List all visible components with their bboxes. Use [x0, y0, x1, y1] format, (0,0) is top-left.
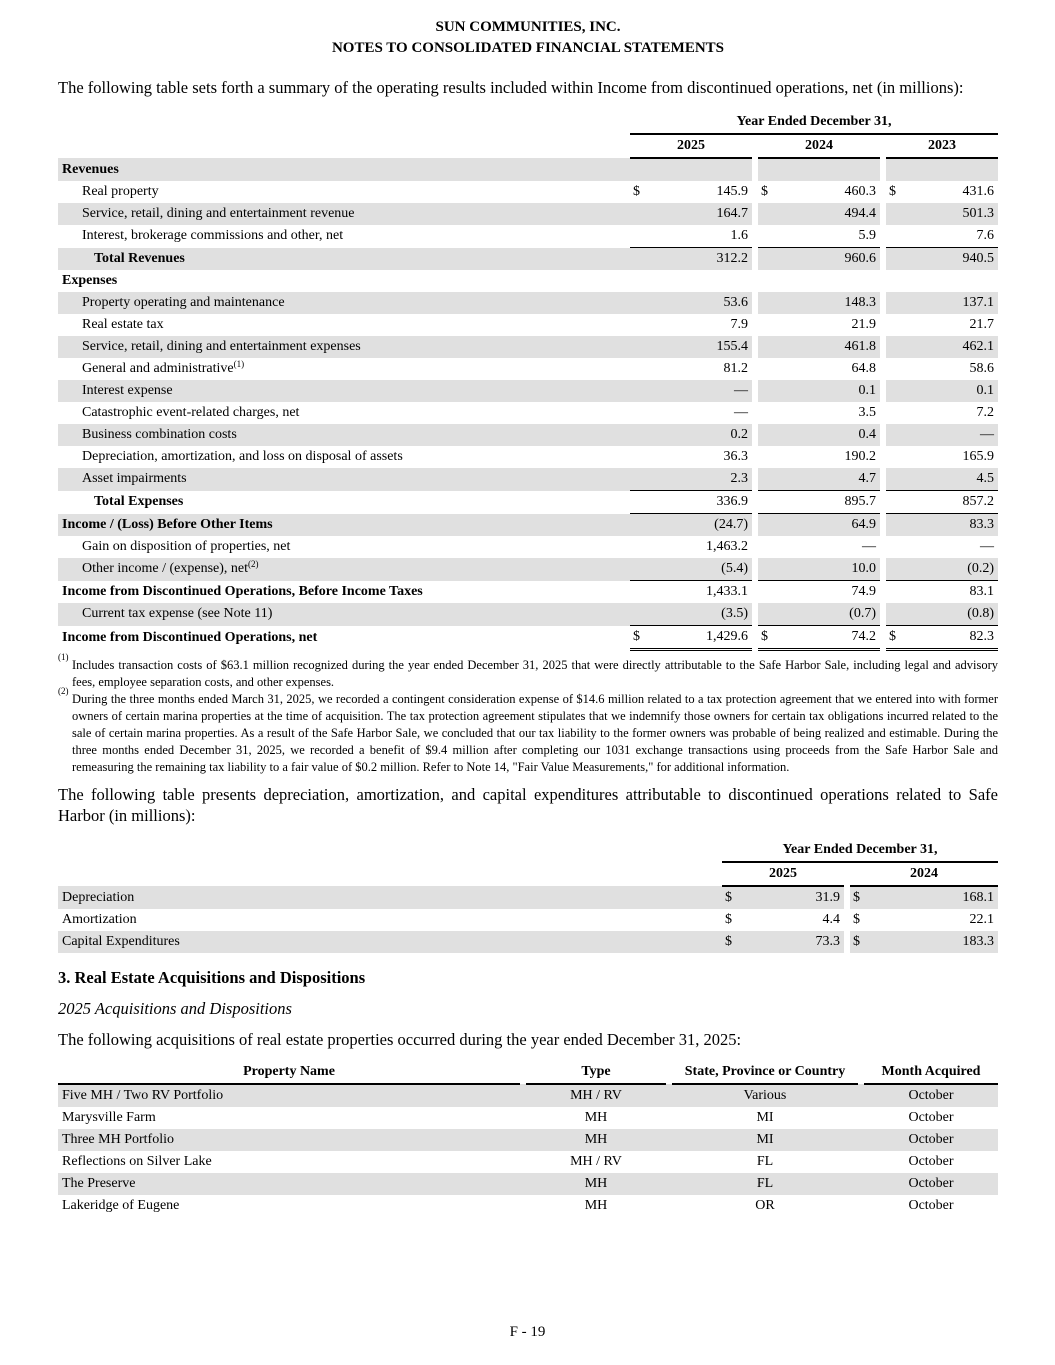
acquisitions-intro: The following acquisitions of real estate properties occurred during the year ended December 31, 2025:	[58, 1030, 742, 1049]
row-label: Real estate tax	[82, 317, 164, 332]
value-cell: 73.3	[750, 931, 844, 953]
table-row	[58, 446, 998, 468]
value-cell: 460.3	[844, 184, 876, 199]
depreciation-table	[58, 839, 998, 953]
value-cell: 1.6	[658, 225, 752, 248]
property-name: Five MH / Two RV Portfolio	[58, 1084, 520, 1107]
table-row	[58, 358, 998, 380]
value-cell: 431.6	[962, 184, 995, 199]
table-row	[58, 1151, 998, 1173]
value-cell: 74.2	[786, 626, 880, 650]
value-cell: 83.3	[914, 514, 998, 537]
table-row	[58, 402, 998, 424]
table-row	[58, 1084, 998, 1107]
value-cell: 5.9	[786, 225, 880, 248]
value-cell: 155.4	[658, 336, 752, 358]
table-row	[58, 581, 998, 604]
value-cell: 81.2	[723, 361, 748, 376]
table-row	[58, 886, 998, 909]
value-cell: 461.8	[786, 336, 880, 358]
table-row	[58, 158, 998, 181]
page-number: F - 19	[509, 1324, 546, 1340]
table-row	[58, 626, 998, 650]
month-acquired: October	[864, 1173, 998, 1195]
value-cell: 7.9	[730, 317, 748, 332]
row-label: Total Expenses	[94, 494, 184, 509]
table-row	[58, 336, 998, 358]
table-row	[58, 1129, 998, 1151]
value-cell: 960.6	[786, 248, 880, 271]
period-header: Year Ended December 31,	[722, 839, 998, 862]
operating-results-table	[58, 111, 998, 651]
currency-symbol: $	[850, 931, 878, 953]
value-cell: 36.3	[723, 449, 748, 464]
value-cell: 1,463.2	[706, 539, 748, 554]
value-cell: 64.8	[851, 361, 876, 376]
row-label-text: Other income / (expense), net	[82, 561, 248, 577]
value-cell: 501.3	[914, 203, 998, 225]
page	[58, 0, 998, 1217]
value-cell: (0.7)	[786, 603, 880, 626]
value-cell: 312.2	[658, 248, 752, 271]
value-cell: —	[658, 380, 752, 402]
value-cell: 58.6	[969, 361, 995, 376]
table-row	[58, 514, 998, 537]
row-label: Gain on disposition of properties, net	[82, 539, 291, 554]
month-acquired: October	[908, 1154, 954, 1169]
section-heading: 3. Real Estate Acquisitions and Dispositions	[58, 968, 366, 987]
property-type: MH / RV	[570, 1154, 622, 1169]
table-row	[58, 558, 998, 581]
row-label: Interest, brokerage commissions and other, net	[82, 228, 344, 244]
company-name: SUN COMMUNITIES, INC.	[435, 19, 621, 35]
property-type: MH	[584, 1198, 608, 1213]
value-cell: 0.2	[658, 424, 752, 446]
table-row	[58, 314, 998, 336]
value-cell: 168.1	[878, 886, 998, 909]
property-location: FL	[756, 1154, 774, 1169]
value-cell: (0.8)	[914, 603, 998, 626]
year-header: 2025	[722, 862, 844, 886]
row-label: Catastrophic event-related charges, net	[82, 405, 300, 420]
year-header: 2024	[850, 862, 998, 886]
row-label: Real property	[82, 184, 159, 199]
row-label	[58, 558, 630, 581]
table-row	[58, 292, 998, 314]
value-cell: 2.3	[658, 468, 752, 491]
row-label: Income from Discontinued Operations, net	[62, 629, 318, 645]
table-row	[58, 380, 998, 402]
property-type: MH	[526, 1129, 666, 1151]
value-cell: 0.1	[914, 380, 998, 402]
value-cell: 82.3	[914, 626, 998, 650]
value-cell: 4.4	[822, 912, 840, 927]
property-name: The Preserve	[58, 1173, 520, 1195]
row-label: Revenues	[58, 158, 630, 181]
row-label: Amortization	[62, 912, 137, 927]
year-header: 2023	[886, 134, 998, 158]
month-acquired: October	[864, 1084, 998, 1107]
value-cell: 3.5	[858, 405, 876, 420]
property-name: Three MH Portfolio	[58, 1129, 520, 1151]
row-label-text: General and administrative	[82, 361, 234, 376]
value-cell: 31.9	[750, 886, 844, 909]
value-cell: 494.4	[786, 203, 880, 225]
row-label: Income / (Loss) Before Other Items	[58, 514, 630, 537]
table-row	[58, 270, 998, 292]
value-cell: 0.4	[786, 424, 880, 446]
row-label: Business combination costs	[58, 424, 630, 446]
table-row	[58, 603, 998, 626]
value-cell: 148.3	[786, 292, 880, 314]
value-cell: 64.9	[786, 514, 880, 537]
property-type: MH	[584, 1110, 608, 1125]
value-cell: 21.9	[851, 317, 876, 332]
currency-symbol: $	[630, 626, 658, 650]
table-row	[58, 931, 998, 953]
table-row	[58, 248, 998, 271]
value-cell: 165.9	[962, 449, 995, 464]
table-row	[58, 491, 998, 514]
value-cell: (24.7)	[658, 514, 752, 537]
value-cell: 857.2	[914, 491, 998, 514]
value-cell: 1,429.6	[658, 626, 752, 650]
property-name: Reflections on Silver Lake	[62, 1154, 212, 1169]
table-row	[58, 1195, 998, 1217]
intro-paragraph-1: The following table sets forth a summary of the operating results included within Income from discontinued operations, net (in millions):	[58, 78, 964, 97]
intro-paragraph-2: The following table presents depreciation, amortization, and capital expenditures attributable to discontinued operations related to Safe Harbor (in millions):	[58, 785, 998, 825]
column-header: Month Acquired	[864, 1061, 998, 1084]
value-cell: —	[734, 405, 748, 420]
section-subheading: 2025 Acquisitions and Dispositions	[58, 999, 292, 1018]
property-type: MH / RV	[526, 1084, 666, 1107]
table-row	[58, 1173, 998, 1195]
table-row	[58, 909, 998, 931]
value-cell: 7.6	[914, 225, 998, 248]
value-cell: 336.9	[658, 491, 752, 514]
year-header: 2025	[630, 134, 752, 158]
column-header: Type	[526, 1061, 666, 1084]
row-label: Service, retail, dining and entertainment expenses	[58, 336, 630, 358]
currency-symbol: $	[633, 184, 640, 199]
property-location: Various	[672, 1084, 858, 1107]
value-cell: 190.2	[844, 449, 876, 464]
currency-symbol: $	[722, 886, 750, 909]
value-cell: 10.0	[786, 558, 880, 581]
value-cell: 0.1	[786, 380, 880, 402]
table-row	[58, 1107, 998, 1129]
value-cell: (5.4)	[658, 558, 752, 581]
acquisitions-table	[58, 1061, 998, 1217]
currency-symbol: $	[886, 626, 914, 650]
month-acquired: October	[864, 1129, 998, 1151]
value-cell: 21.7	[969, 317, 995, 332]
row-label: Service, retail, dining and entertainment revenue	[58, 203, 630, 225]
property-name: Marysville Farm	[62, 1110, 156, 1125]
property-type: MH	[526, 1173, 666, 1195]
footnote-text: Includes transaction costs of $63.1 million recognized during the year ended December 31, 2025 that were directly attributable to the Safe Harbor Sale, including legal and advisory fees, employee separation costs, and other expenses.	[72, 658, 998, 689]
footnote-ref: (2)	[248, 559, 259, 570]
property-location: FL	[672, 1173, 858, 1195]
value-cell: —	[914, 424, 998, 446]
value-cell: 74.9	[851, 584, 876, 599]
row-label	[58, 358, 630, 380]
property-name: Lakeridge of Eugene	[62, 1198, 180, 1213]
currency-symbol: $	[889, 184, 896, 199]
currency-symbol: $	[725, 912, 732, 927]
document-subtitle: NOTES TO CONSOLIDATED FINANCIAL STATEMENTS	[331, 40, 725, 56]
value-cell: 22.1	[969, 912, 995, 927]
row-label: Property operating and maintenance	[58, 292, 630, 314]
table-row	[58, 468, 998, 491]
currency-symbol: $	[758, 626, 786, 650]
footnote-text: During the three months ended March 31, 2025, we recorded a contingent consideration expense of $14.6 million related to a tax protection agreement that we entered into with former owners of certain marina properties at the time of acquisition. The tax protection agreement stipulates that we indemnify those owners for certain tax obligations incurred related to the sale of certain marina properties. As a result of the Safe Harbor Sale, we concluded that our tax liability to the former owners was probable of being realized and estimable. During the three months ended December 31, 2025, we recorded a benefit of $9.4 million after completing our 1031 exchange transactions using proceeds from the Safe Harbor Sale and remeasuring the remaining tax liability to a fair value of $0.2 million. Refer to Note 14, "Fair Value Measurements," for additional information.	[72, 692, 998, 774]
value-cell: —	[862, 539, 876, 554]
value-cell: (3.5)	[658, 603, 752, 626]
currency-symbol: $	[850, 886, 878, 909]
value-cell: 895.7	[786, 491, 880, 514]
year-header: 2024	[758, 134, 880, 158]
row-label: Interest expense	[58, 380, 630, 402]
footnote-1: (1) Includes transaction costs of $63.1 million recognized during the year ended December 31, 2025 that were directly attributable to the Safe Harbor Sale, including legal and advisory fees, employee separation costs, and other expenses.	[58, 652, 998, 689]
value-cell: 183.3	[878, 931, 998, 953]
table-row	[58, 424, 998, 446]
value-cell: (0.2)	[914, 558, 998, 581]
row-label: Asset impairments	[58, 468, 630, 491]
month-acquired: October	[908, 1110, 954, 1125]
month-acquired: October	[908, 1198, 954, 1213]
currency-symbol: $	[853, 912, 860, 927]
value-cell: 83.1	[969, 584, 995, 599]
table-row	[58, 203, 998, 225]
table-row	[58, 225, 998, 248]
value-cell: 53.6	[658, 292, 752, 314]
value-cell: 7.2	[976, 405, 995, 420]
value-cell: 145.9	[716, 184, 748, 199]
row-label: Depreciation	[58, 886, 722, 909]
value-cell: 462.1	[914, 336, 998, 358]
footnote-ref: (1)	[233, 359, 245, 369]
value-cell: 940.5	[914, 248, 998, 271]
table-row	[58, 181, 998, 203]
row-label: Depreciation, amortization, and loss on disposal of assets	[82, 449, 403, 464]
value-cell: 4.5	[914, 468, 998, 491]
property-location: OR	[755, 1198, 775, 1213]
property-location: MI	[672, 1129, 858, 1151]
row-label: Expenses	[62, 273, 118, 288]
property-location: MI	[756, 1110, 774, 1125]
currency-symbol: $	[761, 184, 768, 199]
value-cell: 1,433.1	[706, 584, 748, 599]
table-row	[58, 536, 998, 558]
value-cell: 137.1	[914, 292, 998, 314]
row-label: Capital Expenditures	[58, 931, 722, 953]
row-label: Income from Discontinued Operations, Before Income Taxes	[62, 583, 423, 599]
value-cell: —	[980, 539, 995, 554]
value-cell: 164.7	[658, 203, 752, 225]
currency-symbol: $	[722, 931, 750, 953]
column-header: Property Name	[58, 1061, 520, 1084]
row-label: Total Revenues	[58, 248, 630, 271]
row-label: Current tax expense (see Note 11)	[58, 603, 630, 626]
period-header: Year Ended December 31,	[630, 111, 998, 134]
footnote-2: (2) During the three months ended March 31, 2025, we recorded a contingent consideration expense of $14.6 million related to a tax protection agreement that we entered into with former owners of certain marina properties at the time of acquisition. The tax protection agreement stipulates that we indemnify those owners for certain tax obligations incurred related to the sale of certain marina properties. As a result of the Safe Harbor Sale, we concluded that our tax liability to the former owners was probable of being realized and estimable. During the three months ended December 31, 2025, we recorded a benefit of $9.4 million after completing our 1031 exchange transactions using proceeds from the Safe Harbor Sale and remeasuring the remaining tax liability to a fair value of $0.2 million. Refer to Note 14, "Fair Value Measurements," for additional information.	[58, 686, 998, 774]
column-header: State, Province or Country	[672, 1061, 858, 1084]
value-cell: 4.7	[786, 468, 880, 491]
